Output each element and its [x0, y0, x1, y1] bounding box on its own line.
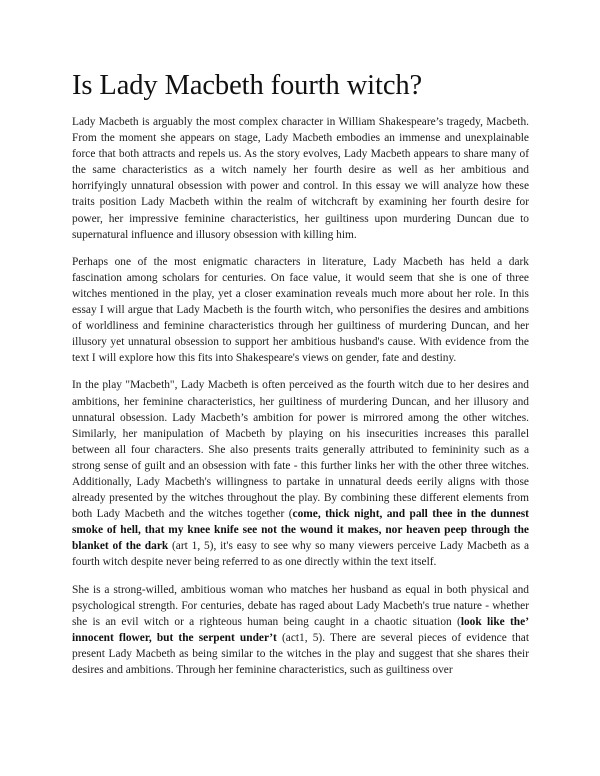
paragraph-text: She is a strong-willed, ambitious woman who matches her husband as equal in both physical and psychological strength. For centuries, debate has raged about Lady Macbeth's true nature - whether she is an evil witch or a righteous human being caught in a chaotic situation (	[72, 583, 529, 628]
paragraph-introduction	[72, 114, 529, 243]
paragraph-strong-willed	[72, 582, 529, 679]
paragraph-fourth-witch-argument	[72, 377, 529, 570]
document-page	[72, 68, 529, 678]
paragraph-text: Perhaps one of the most enigmatic characters in literature, Lady Macbeth has held a dark fascination among scholars for centuries. On face value, it would seem that she is one of three witches mentioned in the play, yet a closer examination reveals much more about her role. In this essay I will argue that Lady Macbeth is the fourth witch, who personifies the desires and ambitions of worldliness and feminine characteristics through her guiltiness of murdering Duncan, and her illusory yet unnatural obsession to support her ambitious husband's cause. With evidence from the text I will explore how this fits into Shakespeare's views on gender, fate and destiny.	[72, 255, 529, 365]
quotation-bold: come, thick night, and pall thee in the dunnest smoke of hell, that my knee knife see not the wound it makes, nor heaven peep through the blanket of the dark	[72, 508, 529, 553]
paragraph-text: (art 1, 5), it's easy to see why so many viewers perceive Lady Macbeth as a fourth witch despite never being referred to as one directly within the text itself.	[72, 540, 529, 569]
paragraph-text: (act1, 5). There are several pieces of evidence that present Lady Macbeth as being similar to the witches in the play and suggest that she shares their desires and ambitions. Through her feminine characteristics, such as guiltiness over	[72, 631, 529, 676]
paragraph-text: Lady Macbeth is arguably the most complex character in William Shakespeare’s tragedy, Macbeth. From the moment she appears on stage, Lady Macbeth embodies an immense and unexplainable force that both attracts and repels us. As the story evolves, Lady Macbeth appears to share many of the same characteristics as a witch namely her fourth desire as well as her ambitious and horrifyingly unnatural obsession with power and control. In this essay we will analyze how these traits position Lady Macbeth within the realm of witchcraft by examining her fourth desire for power, her impressive feminine characteristics, her guiltiness upon murdering Duncan due to supernatural influence and illusory obsession with killing him.	[72, 116, 529, 241]
paragraph-enigmatic-character	[72, 254, 529, 367]
quotation-bold: look like the’ innocent flower, but the serpent under’t	[72, 615, 529, 644]
paragraph-text: In the play "Macbeth", Lady Macbeth is often perceived as the fourth witch due to her desires and ambitions, her feminine characteristics, her guiltiness of murdering Duncan, and her illusory and unnatural obsession. Lady Macbeth’s ambition for power is mirrored among the other witches. Similarly, her manipulation of Macbeth by playing on his insecurities increases this parallel between all four characters. She also presents traits generally attributed to femininity such as a strong sense of guilt and an obsession with fate - this further links her with the other three witches. Additionally, Lady Macbeth's willingness to partake in unnatural deeds eerily aligns with those already presented by the witches throughout the play. By combining these different elements from both Lady Macbeth and the witches together (	[72, 379, 529, 521]
page-title: Is Lady Macbeth fourth witch?	[72, 70, 423, 101]
